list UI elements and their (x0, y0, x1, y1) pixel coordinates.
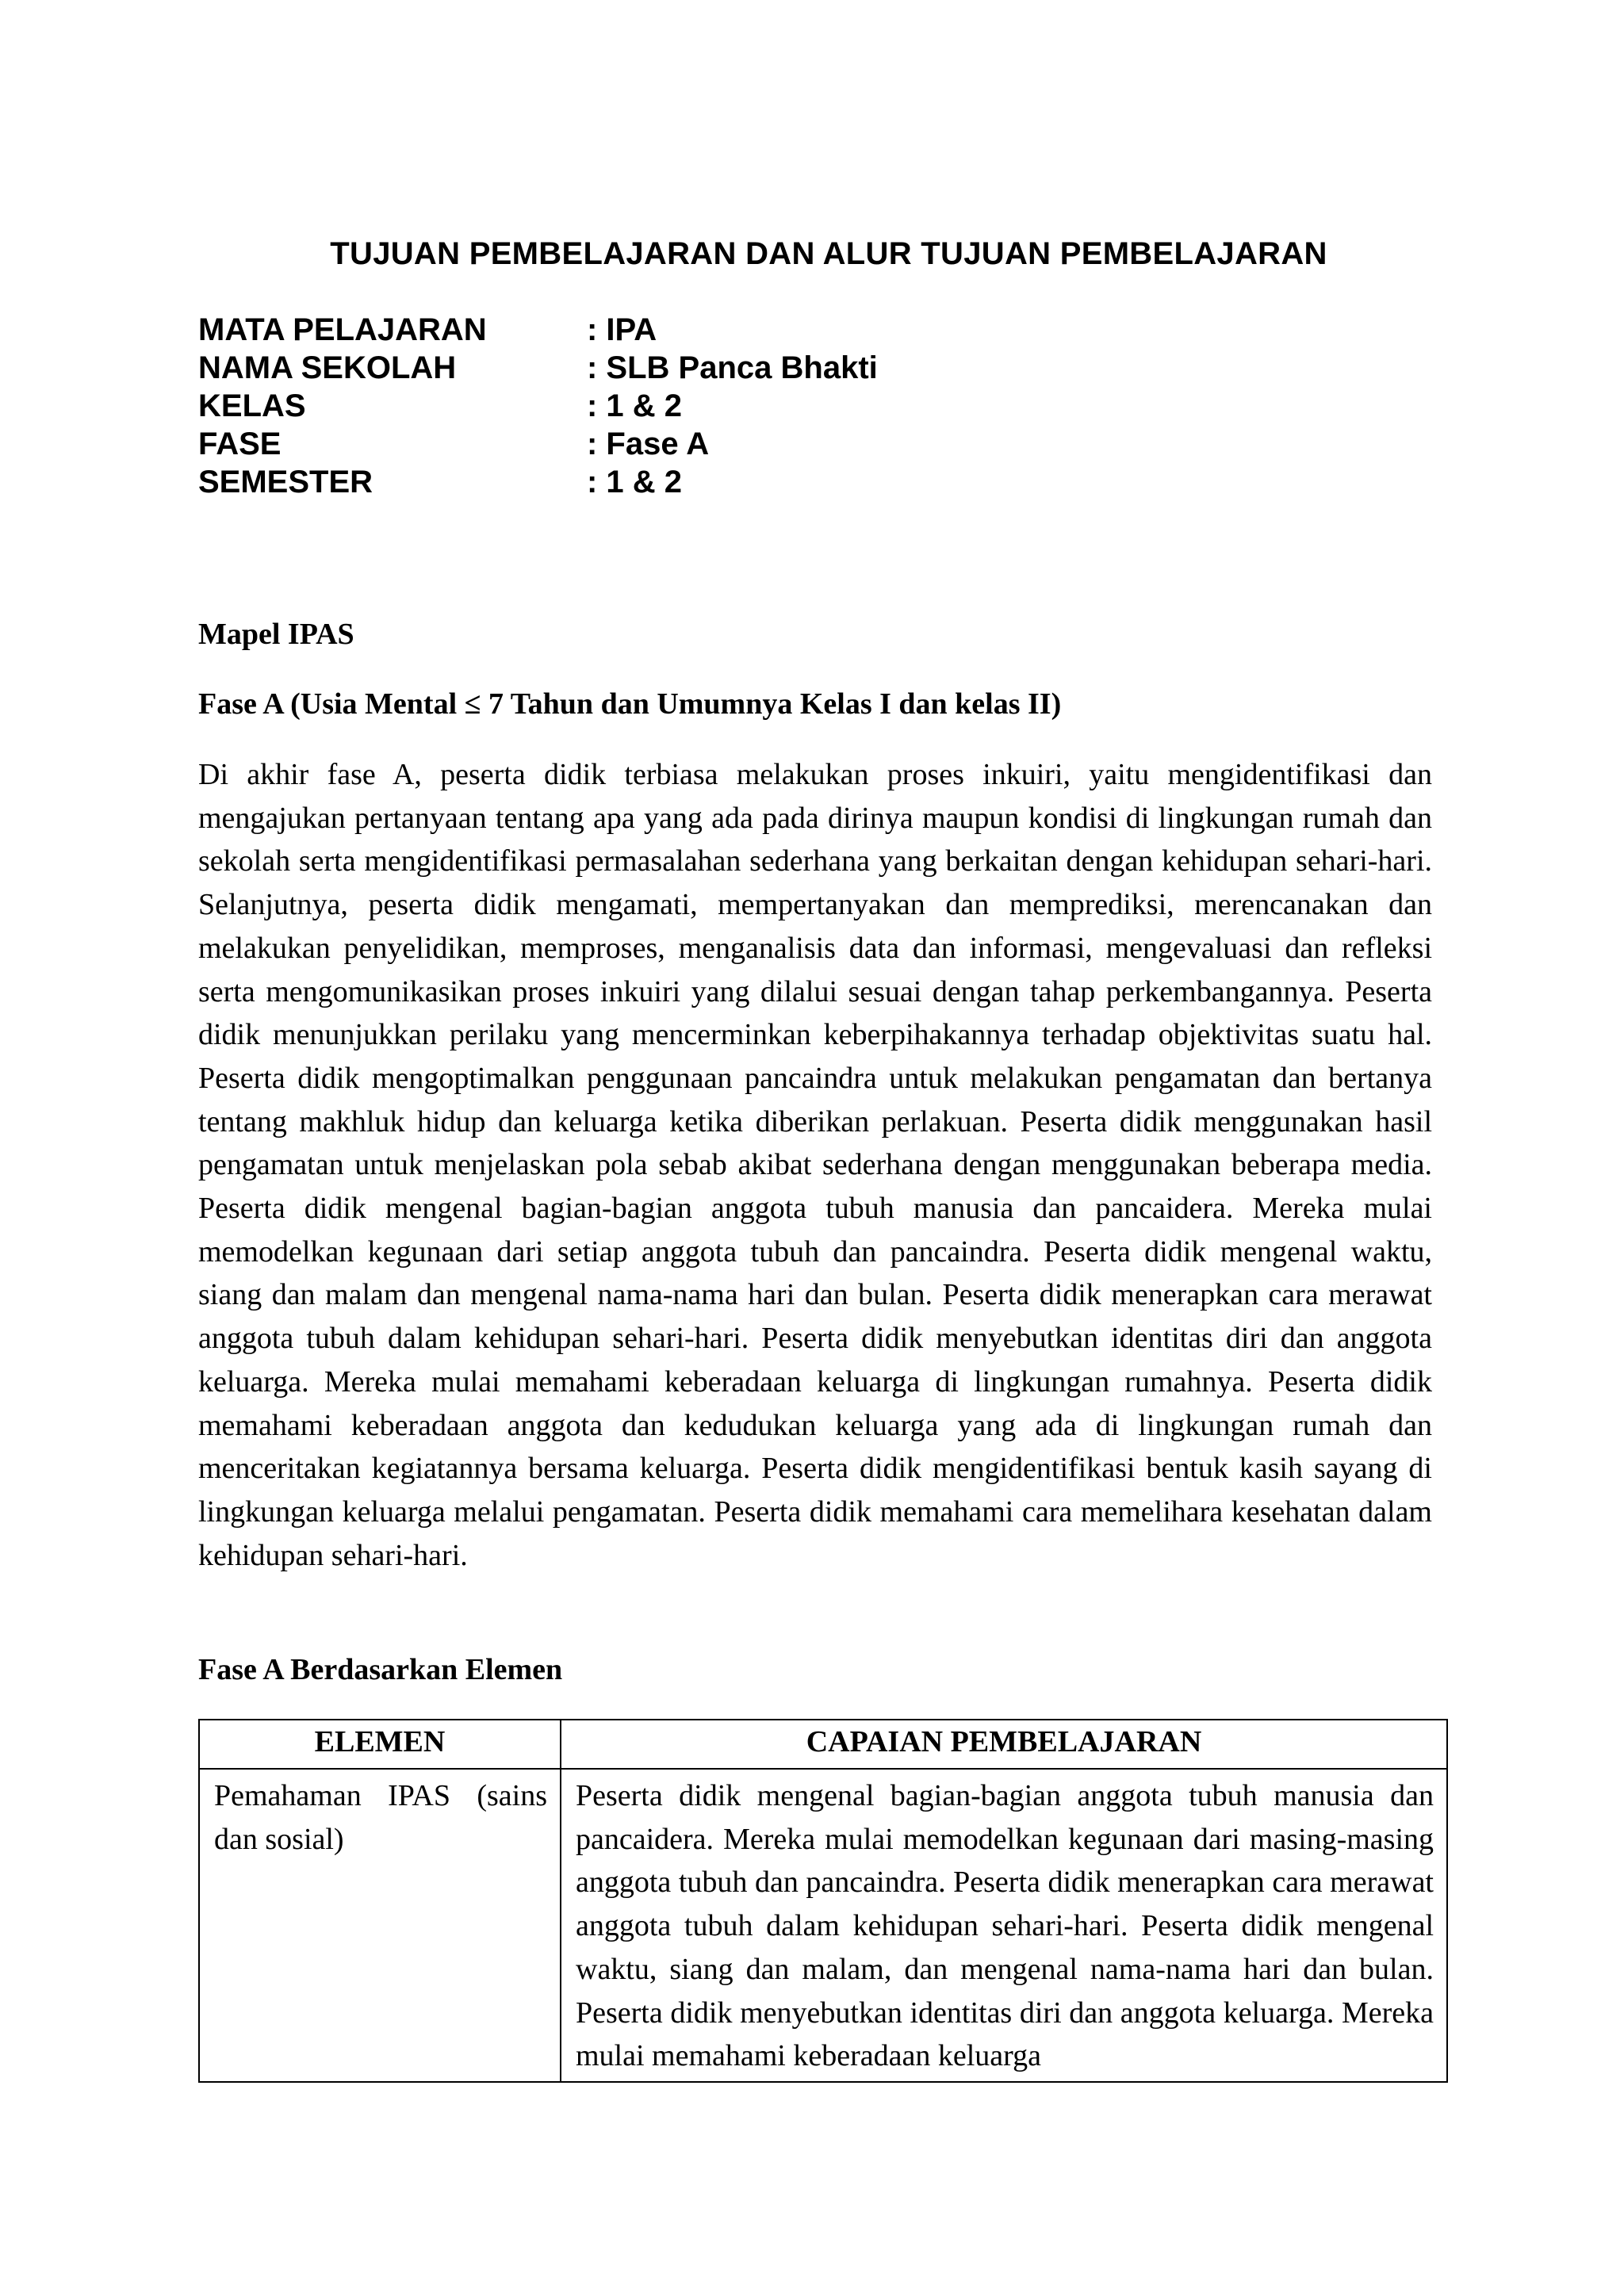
achievement-cell: Peserta didik mengenal bagian-bagian anggota tubuh manusia dan pancaidera. Mereka mulai memodelkan kegunaan dari masing-masing anggota tubuh dan pancaindra. Peserta didik menerapkan cara merawat anggota tubuh dalam kehidupan sehari-hari. Peserta didik mengenal waktu, siang dan malam, dan mengenal nama-nama hari dan bulan. Peserta didik menyebutkan identitas diri dan anggota keluarga. Mereka mulai memahami keberadaan keluarga (561, 1769, 1447, 2082)
meta-label: KELAS (198, 388, 306, 423)
table-header-row (199, 1720, 1447, 1769)
meta-value: : Fase A (587, 427, 710, 461)
phase-description: Di akhir fase A, peserta didik terbiasa melakukan proses inkuiri, yaitu mengidentifikasi dan mengajukan pertanyaan tentang apa yang ada pada dirinya maupun kondisi di lingkungan rumah dan sekolah serta mengidentifikasi permasalahan sederhana yang berkaitan dengan kehidupan sehari-hari. Selanjutnya, peserta didik mengamati, mempertanyakan dan memprediksi, merencanakan dan melakukan penyelidikan, memproses, menganalisis data dan informasi, mengevaluasi dan refleksi serta mengomunikasikan proses inkuiri yang dilalui sesuai dengan tahap perkembangannya. Peserta didik menunjukkan perilaku yang mencerminkan keberpihakannya terhadap objektivitas suatu hal. Peserta didik mengoptimalkan penggunaan pancaindra untuk melakukan pengamatan dan bertanya tentang makhluk hidup dan keluarga ketika diberikan perlakuan. Peserta didik menggunakan hasil pengamatan untuk menjelaskan pola sebab akibat sederhana dengan menggunakan beberapa media. Peserta didik mengenal bagian-bagian anggota tubuh manusia dan pancaidera. Mereka mulai memodelkan kegunaan dari setiap anggota tubuh dan pancaindra. Peserta didik mengenal waktu, siang dan malam dan mengenal nama-nama hari dan bulan. Peserta didik menerapkan cara merawat anggota tubuh dalam kehidupan sehari-hari. Peserta didik menyebutkan identitas diri dan anggota keluarga. Mereka mulai memahami keberadaan keluarga di lingkungan rumahnya. Peserta didik memahami keberadaan anggota dan kedudukan keluarga yang ada di lingkungan rumah dan menceritakan kegiatannya bersama keluarga. Peserta didik mengidentifikasi bentuk kasih sayang di lingkungan keluarga melalui pengamatan. Peserta didik memahami cara memelihara kesehatan dalam kehidupan sehari-hari. (198, 758, 1432, 1572)
achievement-table (198, 1719, 1448, 2083)
table-header-cell: ELEMEN (199, 1720, 561, 1769)
meta-label: SEMESTER (198, 465, 373, 499)
meta-label: MATA PELAJARAN (198, 312, 487, 347)
meta-label: NAMA SEKOLAH (198, 350, 457, 385)
meta-value: : SLB Panca Bhakti (587, 350, 878, 385)
elements-heading: Fase A Berdasarkan Elemen (198, 1653, 563, 1686)
meta-label: FASE (198, 427, 282, 461)
meta-value: : 1 & 2 (587, 388, 683, 423)
table-header-cell: CAPAIAN PEMBELAJARAN (561, 1720, 1447, 1769)
table-row (199, 1769, 1447, 2082)
meta-value: : 1 & 2 (587, 465, 683, 499)
document-title: TUJUAN PEMBELAJARAN DAN ALUR TUJUAN PEMBELAJARAN (330, 236, 1327, 271)
meta-value: : IPA (587, 312, 657, 347)
subject-heading: Mapel IPAS (198, 618, 354, 651)
element-cell: Pemahaman IPAS (sains dan sosial) (199, 1769, 561, 2082)
phase-heading: Fase A (Usia Mental ≤ 7 Tahun dan Umumnya Kelas I dan kelas II) (198, 687, 1062, 721)
